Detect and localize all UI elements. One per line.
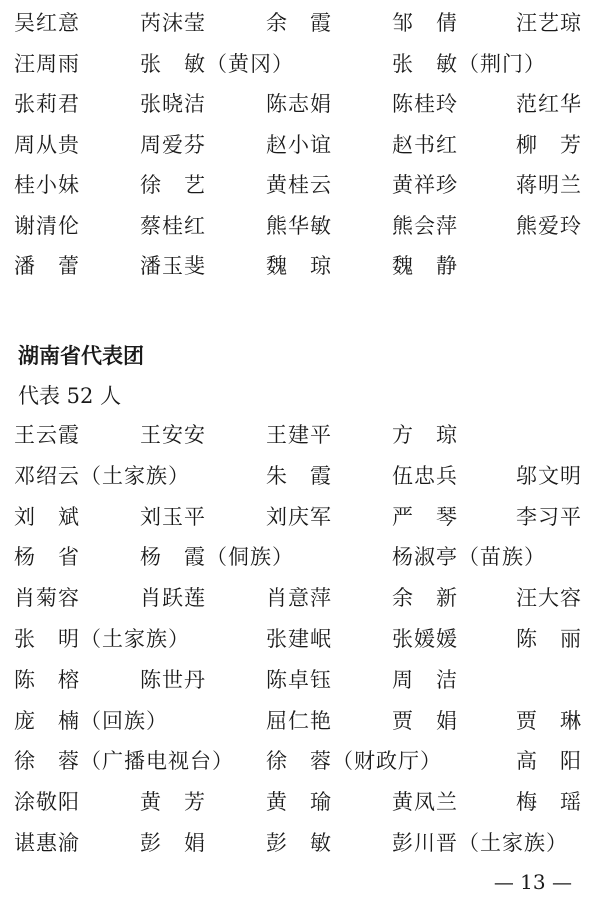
delegate-name: 方 琼 xyxy=(392,423,458,447)
delegate-name: 黄 芳 xyxy=(140,790,206,815)
delegate-name: 赵小谊 xyxy=(266,132,332,157)
delegate-name: 谢清伦 xyxy=(14,213,80,238)
delegate-name: 王云霞 xyxy=(14,423,80,447)
delegate-name: 潘 蕾 xyxy=(14,254,80,278)
delegate-name: 吴红意 xyxy=(14,11,80,35)
delegate-name: 陈 榕 xyxy=(14,667,80,692)
delegate-name: 赵书红 xyxy=(392,132,458,157)
delegate-name: 汪大容 xyxy=(516,586,582,611)
delegate-name: 张 敏（荆门） xyxy=(392,51,546,76)
delegate-name: 范红华 xyxy=(516,92,582,116)
delegate-name: 刘 斌 xyxy=(14,504,80,529)
delegate-name: 熊爱玲 xyxy=(516,213,582,238)
delegate-name: 严 琴 xyxy=(392,504,458,529)
delegate-name: 杨淑亭（苗族） xyxy=(392,545,546,570)
delegate-name: 杨 霞（侗族） xyxy=(140,545,294,570)
delegate-name: 杨 省 xyxy=(14,545,80,570)
delegate-name: 周从贵 xyxy=(14,132,80,157)
delegate-name: 余 新 xyxy=(392,586,458,611)
name-row xyxy=(0,502,600,532)
name-row xyxy=(0,8,600,38)
delegate-name: 邓绍云（土家族） xyxy=(14,463,190,488)
delegate-name: 徐 蓉（广播电视台） xyxy=(14,749,234,774)
delegate-name: 邹 倩 xyxy=(392,11,458,35)
name-row xyxy=(0,583,600,613)
delegate-name: 芮沫莹 xyxy=(140,11,206,35)
delegate-name: 邬文明 xyxy=(516,463,582,488)
delegate-name: 肖意萍 xyxy=(266,586,332,611)
delegate-name: 桂小妹 xyxy=(14,173,80,197)
delegate-name: 张莉君 xyxy=(14,92,80,116)
name-row xyxy=(0,251,600,281)
delegate-name: 张 明（土家族） xyxy=(14,627,190,651)
name-row xyxy=(0,542,600,572)
delegate-name: 梅 瑶 xyxy=(516,790,582,815)
delegate-name: 谌惠渝 xyxy=(14,831,80,855)
delegate-name: 蔡桂红 xyxy=(140,213,206,238)
delegate-name: 涂敬阳 xyxy=(14,790,80,815)
name-row xyxy=(0,665,600,695)
delegate-name: 陈 丽 xyxy=(516,627,582,651)
delegate-name: 张晓洁 xyxy=(140,92,206,116)
delegate-name: 贾 琳 xyxy=(516,708,582,733)
name-row xyxy=(0,420,600,450)
delegate-name: 周 洁 xyxy=(392,667,458,692)
delegate-name: 黄凤兰 xyxy=(392,790,458,815)
delegate-name: 黄桂云 xyxy=(266,173,332,197)
delegate-name: 肖跃莲 xyxy=(140,586,206,611)
delegate-name: 汪周雨 xyxy=(14,51,80,76)
delegate-name: 王建平 xyxy=(266,423,332,447)
delegate-name: 张建岷 xyxy=(266,627,332,651)
delegate-name: 陈卓钰 xyxy=(266,667,332,692)
delegate-name: 伍忠兵 xyxy=(392,463,458,488)
delegate-name: 陈桂玲 xyxy=(392,92,458,116)
delegate-name: 屈仁艳 xyxy=(266,708,332,733)
delegate-name: 陈世丹 xyxy=(140,667,206,692)
name-row xyxy=(0,746,600,776)
delegate-name: 周爱芬 xyxy=(140,132,206,157)
page-number: — 13 — xyxy=(493,870,572,894)
name-row xyxy=(0,624,600,654)
delegate-name: 陈志娟 xyxy=(266,92,332,116)
delegate-name: 朱 霞 xyxy=(266,463,332,488)
delegate-name: 贾 娟 xyxy=(392,708,458,733)
delegation-heading: 湖南省代表团 xyxy=(18,344,144,368)
delegate-name: 肖菊容 xyxy=(14,586,80,611)
delegate-name: 彭 敏 xyxy=(266,831,332,855)
delegate-name: 彭川晋（土家族） xyxy=(392,831,568,855)
name-row xyxy=(0,706,600,736)
delegate-name: 高 阳 xyxy=(516,749,582,774)
delegate-name: 黄 瑜 xyxy=(266,790,332,815)
delegate-name: 汪艺琼 xyxy=(516,11,582,35)
name-row xyxy=(0,787,600,817)
delegate-name: 蒋明兰 xyxy=(516,173,582,197)
name-row xyxy=(0,49,600,79)
delegate-name: 徐 蓉（财政厅） xyxy=(266,749,442,774)
delegate-count: 代表 52 人 xyxy=(18,384,122,408)
delegate-name: 庞 楠（回族） xyxy=(14,708,168,733)
delegate-name: 熊华敏 xyxy=(266,213,332,238)
name-row xyxy=(0,130,600,160)
delegate-name: 张 敏（黄冈） xyxy=(140,51,294,76)
delegate-name: 魏 静 xyxy=(392,254,458,278)
name-row xyxy=(0,89,600,119)
delegate-name: 张媛媛 xyxy=(392,627,458,651)
delegate-name: 徐 艺 xyxy=(140,173,206,197)
delegate-name: 彭 娟 xyxy=(140,831,206,855)
delegate-name: 李习平 xyxy=(516,504,582,529)
delegate-name: 刘玉平 xyxy=(140,504,206,529)
delegate-name: 刘庆军 xyxy=(266,504,332,529)
delegate-name: 潘玉斐 xyxy=(140,254,206,278)
name-row xyxy=(0,211,600,241)
delegate-name: 王安安 xyxy=(140,423,206,447)
name-row xyxy=(0,170,600,200)
delegate-name: 柳 芳 xyxy=(516,132,582,157)
delegate-name: 熊会萍 xyxy=(392,213,458,238)
delegate-name: 余 霞 xyxy=(266,11,332,35)
delegate-name: 魏 琼 xyxy=(266,254,332,278)
name-row xyxy=(0,461,600,491)
delegate-name: 黄祥珍 xyxy=(392,173,458,197)
name-row xyxy=(0,828,600,858)
